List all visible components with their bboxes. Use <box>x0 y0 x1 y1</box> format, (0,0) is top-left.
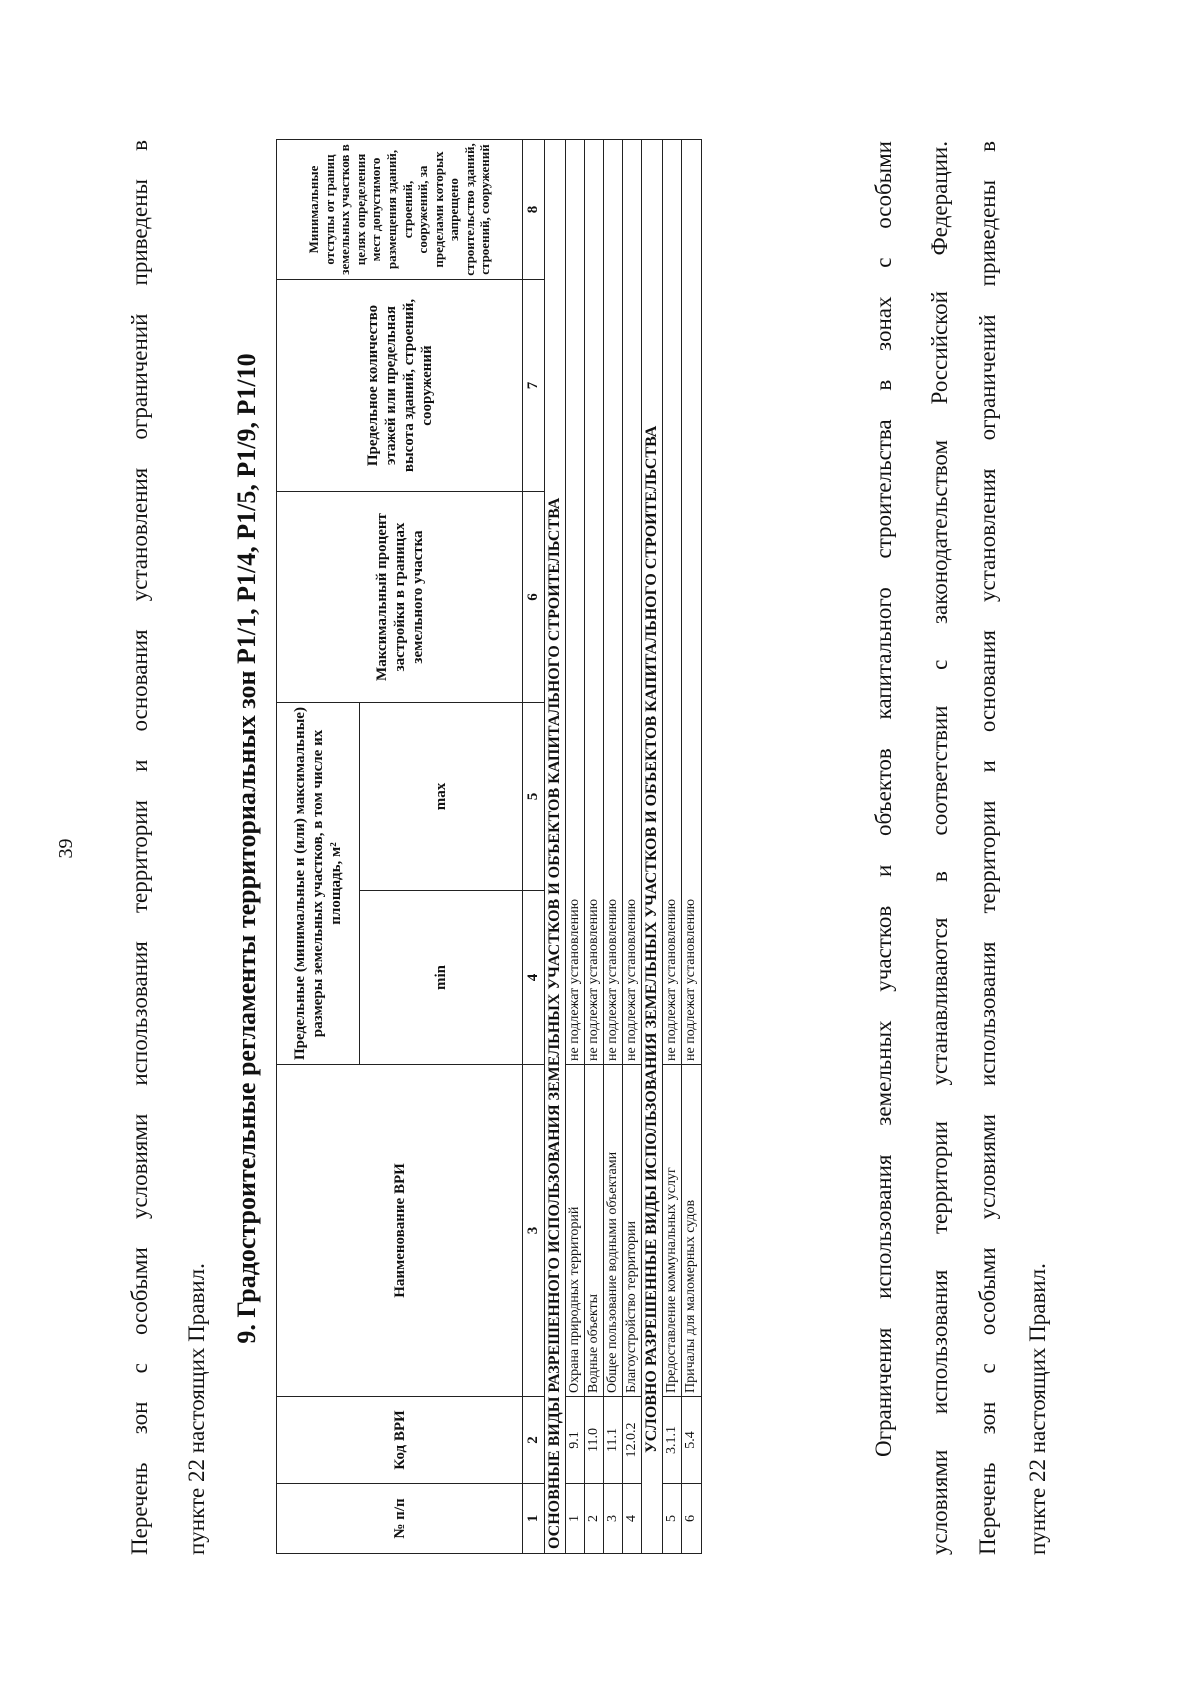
column-number: 7 <box>523 280 545 492</box>
header-code: Код ВРИ <box>277 1397 523 1484</box>
column-number: 2 <box>523 1397 545 1484</box>
table-row <box>585 140 604 1554</box>
section-row-main <box>545 140 566 1554</box>
table-row <box>604 140 623 1554</box>
row-name: Общее пользование водными объектами <box>604 1065 623 1397</box>
row-num: 3 <box>604 1484 623 1554</box>
table-row <box>566 140 585 1554</box>
header-name: Наименование ВРИ <box>277 1065 523 1397</box>
row-code: 5.4 <box>682 1397 701 1484</box>
row-name: Предоставление коммунальных услуг <box>663 1065 682 1397</box>
table-row <box>623 140 642 1554</box>
header-percent: Максимальный процент застройки в границах земельного участка <box>277 492 523 703</box>
column-number-row <box>523 140 545 1554</box>
section-heading-main: ОСНОВНЫЕ ВИДЫ РАЗРЕШЕННОГО ИСПОЛЬЗОВАНИЯ ЗЕМЕЛЬНЫХ УЧАСТКОВ И ОБЪЕКТОВ КАПИТАЛЬНОГО СТРОИТЕЛЬСТВА <box>545 140 566 1554</box>
header-floors: Предельное количество этажей или предельная высота зданий, строений, сооружений <box>277 280 523 492</box>
section-title: 9. Градостроительные регламенты территориальных зон Р1/1, Р1/4, Р1/5, Р1/9, Р1/10 <box>232 353 261 1344</box>
section-row-conditional <box>642 140 663 1554</box>
row-name: Охрана природных территорий <box>566 1065 585 1397</box>
outro-paragraph-line-4: пункте 22 настоящих Правил. <box>1025 1263 1050 1555</box>
column-number: 5 <box>523 703 545 891</box>
row-num: 4 <box>623 1484 642 1554</box>
row-num: 6 <box>682 1484 701 1554</box>
table-row <box>682 140 701 1554</box>
intro-paragraph-line-2: пункте 22 настоящих Правил. <box>184 1263 209 1555</box>
column-number: 8 <box>523 140 545 280</box>
column-number: 4 <box>523 891 545 1065</box>
row-value: не подлежат установлению <box>623 140 642 1065</box>
outro-paragraph-line-2: условиями использования территории устанавливаются в соответствии с законодательством Российской Федерации. <box>927 141 952 1555</box>
row-value: не подлежат установлению <box>682 140 701 1065</box>
row-code: 9.1 <box>566 1397 585 1484</box>
row-value: не подлежат установлению <box>604 140 623 1065</box>
row-code: 3.1.1 <box>663 1397 682 1484</box>
column-number: 3 <box>523 1065 545 1397</box>
header-max: max <box>360 703 523 891</box>
header-num: № п/п <box>277 1484 523 1554</box>
outro-paragraph-line-3: Перечень зон с особыми условиями использования территории и основания установления ограничений приведены в <box>975 141 1000 1555</box>
row-num: 1 <box>566 1484 585 1554</box>
intro-paragraph-line-1: Перечень зон с особыми условиями использования территории и основания установления ограничений приведены в <box>127 140 152 1555</box>
outro-paragraph-line-1: Ограничения использования земельных участков и объектов капитального строительства в зонах с особыми <box>871 141 896 1457</box>
column-number: 6 <box>523 492 545 703</box>
row-value: не подлежат установлению <box>663 140 682 1065</box>
row-num: 2 <box>585 1484 604 1554</box>
column-number: 1 <box>523 1484 545 1554</box>
header-min: min <box>360 891 523 1065</box>
section-heading-conditional: УСЛОВНО РАЗРЕШЕННЫЕ ВИДЫ ИСПОЛЬЗОВАНИЯ ЗЕМЕЛЬНЫХ УЧАСТКОВ И ОБЪЕКТОВ КАПИТАЛЬНОГО СТРОИТЕЛЬСТВА <box>642 140 663 1554</box>
row-code: 12.0.2 <box>623 1397 642 1484</box>
table-row <box>663 140 682 1554</box>
regulations-table <box>276 139 702 1554</box>
header-setbacks: Минимальные отступы от границ земельных участков в целях определения мест допустимого размещения зданий, строений, сооружений, за пределами которых запрещено строительство зданий, строений, сооружений <box>277 140 523 280</box>
row-code: 11.0 <box>585 1397 604 1484</box>
row-code: 11.1 <box>604 1397 623 1484</box>
row-name: Водные объекты <box>585 1065 604 1397</box>
row-name: Причалы для маломерных судов <box>682 1065 701 1397</box>
row-value: не подлежат установлению <box>585 140 604 1065</box>
row-name: Благоустройство территории <box>623 1065 642 1397</box>
row-num: 5 <box>663 1484 682 1554</box>
header-size-group: Предельные (минимальные и (или) максимальные) размеры земельных участков, в том числе их площадь, м² <box>277 703 360 1065</box>
row-value: не подлежат установлению <box>566 140 585 1065</box>
page-number: 39 <box>55 838 77 859</box>
